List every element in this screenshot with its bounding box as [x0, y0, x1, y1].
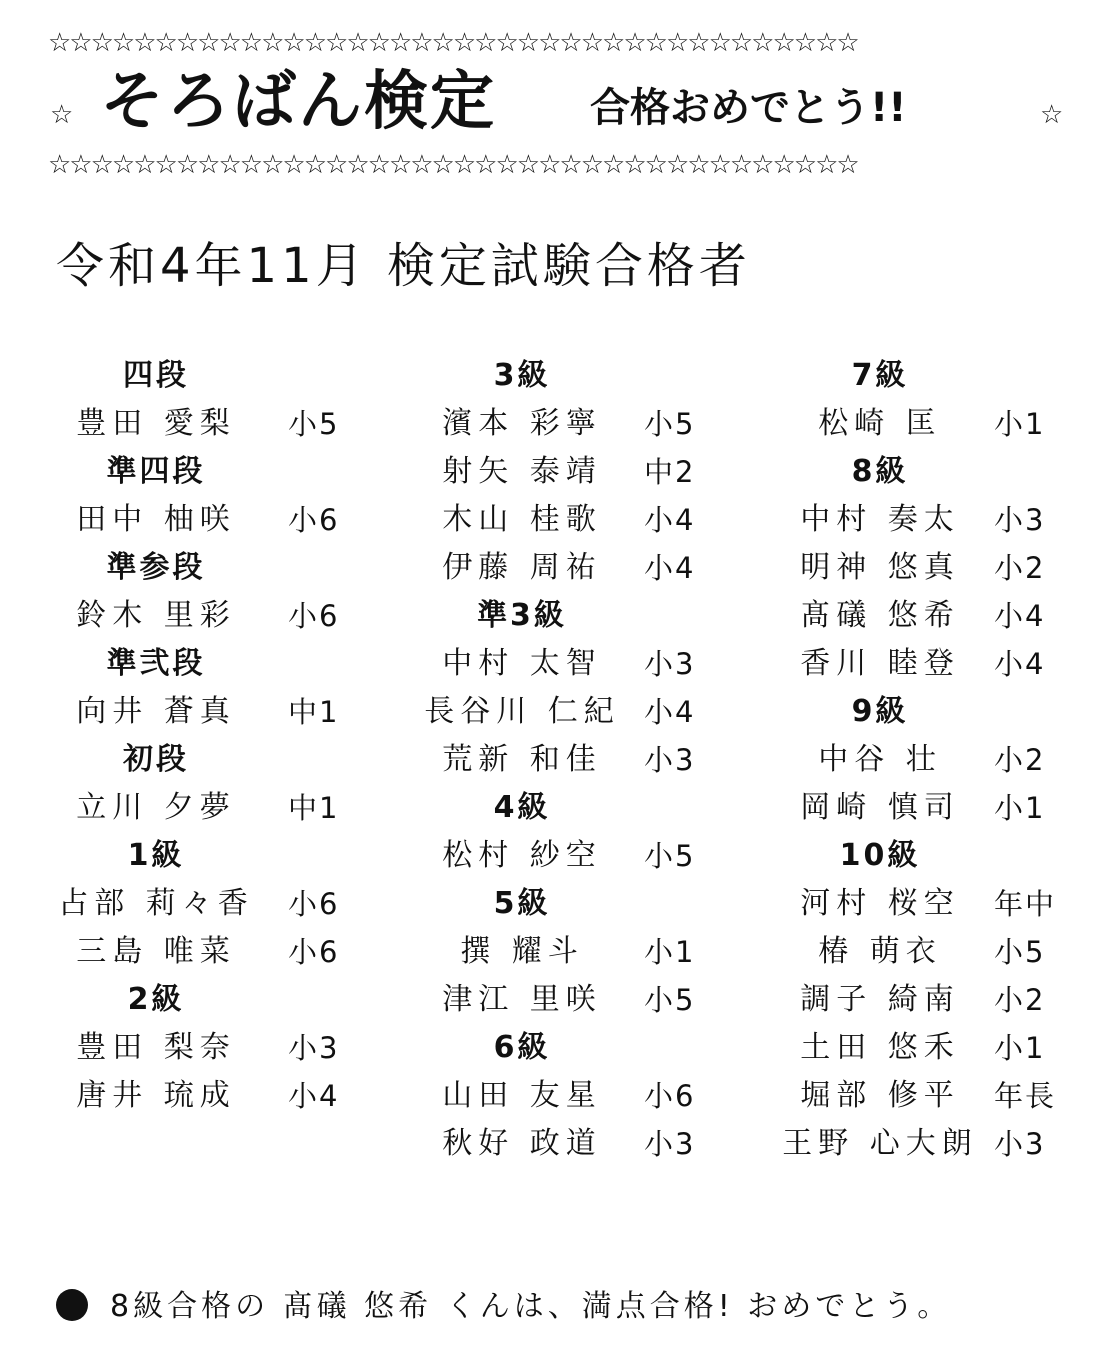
- student-name: 中村 奏太: [800, 502, 960, 537]
- student-name: 田中 柚咲: [76, 502, 236, 537]
- school-year: 小1: [994, 791, 1046, 825]
- student-name: 中谷 壮: [818, 742, 942, 777]
- grade-row: [418, 592, 718, 640]
- school-year: 小3: [644, 743, 696, 777]
- list-item: [60, 928, 360, 976]
- list-item: [776, 400, 1076, 448]
- school-year: 小4: [994, 647, 1046, 681]
- student-name: 三島 唯菜: [76, 934, 236, 969]
- list-item: [60, 880, 360, 928]
- list-item: [418, 976, 718, 1024]
- student-name: 鈴木 里彩: [76, 598, 236, 633]
- student-name: 椿 萌衣: [818, 934, 942, 969]
- grade-row: [60, 832, 360, 880]
- student-name: 長谷川 仁紀: [424, 694, 620, 729]
- student-name: 豊田 愛梨: [76, 406, 236, 441]
- school-year: 年中: [994, 887, 1057, 921]
- grade-label: 8級: [851, 454, 909, 489]
- left-star-icon: ☆: [50, 100, 74, 130]
- student-name: 明神 悠真: [800, 550, 960, 585]
- list-item: [418, 400, 718, 448]
- student-name: 土田 悠禾: [800, 1030, 960, 1065]
- column-right: [776, 352, 1076, 1168]
- grade-label: 初段: [123, 742, 189, 777]
- list-item: [776, 880, 1076, 928]
- list-item: [60, 1072, 360, 1120]
- section-heading: 令和4年11月 検定試験合格者: [56, 238, 751, 294]
- grade-label: 10級: [839, 838, 921, 873]
- list-item: [776, 736, 1076, 784]
- student-name: 伊藤 周祐: [442, 550, 602, 585]
- grade-label: 準参段: [106, 550, 206, 585]
- grade-label: 四段: [123, 358, 189, 393]
- grade-row: [776, 352, 1076, 400]
- list-item: [776, 640, 1076, 688]
- school-year: 小2: [994, 743, 1046, 777]
- grade-row: [776, 448, 1076, 496]
- school-year: 小3: [644, 1127, 696, 1161]
- student-name: 髙礒 悠希: [800, 598, 960, 633]
- school-year: 小1: [994, 1031, 1046, 1065]
- list-item: [60, 592, 360, 640]
- school-year: 年長: [994, 1079, 1057, 1113]
- grade-row: [60, 640, 360, 688]
- school-year: 小6: [288, 599, 340, 633]
- grade-row: [776, 832, 1076, 880]
- page-title: そろばん検定: [100, 65, 496, 139]
- student-name: 撰 耀斗: [460, 934, 584, 969]
- list-item: [776, 544, 1076, 592]
- grade-label: 6級: [493, 1030, 551, 1065]
- grade-row: [418, 1024, 718, 1072]
- student-name: 向井 蒼真: [76, 694, 236, 729]
- list-item: [418, 640, 718, 688]
- bottom-star-border: ☆☆☆☆☆☆☆☆☆☆☆☆☆☆☆☆☆☆☆☆☆☆☆☆☆☆☆☆☆☆☆☆☆☆☆☆☆☆: [48, 150, 858, 180]
- top-star-border: ☆☆☆☆☆☆☆☆☆☆☆☆☆☆☆☆☆☆☆☆☆☆☆☆☆☆☆☆☆☆☆☆☆☆☆☆☆☆: [48, 28, 858, 58]
- school-year: 小1: [994, 407, 1046, 441]
- grade-label: 3級: [493, 358, 551, 393]
- school-year: 小5: [288, 407, 340, 441]
- column-left: [60, 352, 360, 1120]
- school-year: 中1: [288, 791, 340, 825]
- school-year: 小4: [644, 695, 696, 729]
- grade-label: 9級: [851, 694, 909, 729]
- list-item: [776, 1120, 1076, 1168]
- grade-label: 1級: [127, 838, 185, 873]
- grade-row: [418, 784, 718, 832]
- student-name: 王野 心大朗: [782, 1126, 978, 1161]
- right-star-icon: ☆: [1040, 100, 1064, 130]
- student-name: 山田 友星: [442, 1078, 602, 1113]
- student-name: 豊田 梨奈: [76, 1030, 236, 1065]
- school-year: 小2: [994, 983, 1046, 1017]
- grade-label: 準弐段: [106, 646, 206, 681]
- column-middle: [418, 352, 718, 1168]
- list-item: [60, 400, 360, 448]
- student-name: 堀部 修平: [800, 1078, 960, 1113]
- student-name: 香川 睦登: [800, 646, 960, 681]
- list-item: [60, 496, 360, 544]
- list-item: [776, 592, 1076, 640]
- school-year: 小3: [644, 647, 696, 681]
- school-year: 小4: [994, 599, 1046, 633]
- student-name: 木山 桂歌: [442, 502, 602, 537]
- grade-label: 4級: [493, 790, 551, 825]
- list-item: [418, 688, 718, 736]
- list-item: [776, 1024, 1076, 1072]
- school-year: 小4: [644, 503, 696, 537]
- school-year: 小4: [644, 551, 696, 585]
- grade-row: [60, 448, 360, 496]
- school-year: 中1: [288, 695, 340, 729]
- grade-row: [418, 880, 718, 928]
- school-year: 小6: [288, 503, 340, 537]
- school-year: 中2: [644, 455, 696, 489]
- school-year: 小3: [994, 503, 1046, 537]
- list-item: [776, 976, 1076, 1024]
- list-item: [60, 688, 360, 736]
- grade-row: [60, 976, 360, 1024]
- school-year: 小5: [644, 407, 696, 441]
- school-year: 小5: [994, 935, 1046, 969]
- list-item: [418, 1072, 718, 1120]
- school-year: 小1: [644, 935, 696, 969]
- list-item: [418, 736, 718, 784]
- student-name: 河村 桜空: [800, 886, 960, 921]
- student-name: 唐井 琉成: [76, 1078, 236, 1113]
- student-name: 岡崎 慎司: [800, 790, 960, 825]
- grade-row: [60, 352, 360, 400]
- school-year: 小6: [644, 1079, 696, 1113]
- footer-note: [56, 1284, 951, 1330]
- school-year: 小3: [994, 1127, 1046, 1161]
- list-item: [418, 496, 718, 544]
- grade-row: [418, 352, 718, 400]
- school-year: 小6: [288, 935, 340, 969]
- list-item: [418, 448, 718, 496]
- list-item: [776, 928, 1076, 976]
- grade-row: [776, 688, 1076, 736]
- list-item: [418, 832, 718, 880]
- student-name: 松崎 匡: [818, 406, 942, 441]
- grade-label: 準3級: [477, 598, 567, 633]
- student-name: 立川 夕夢: [76, 790, 236, 825]
- student-name: 津江 里咲: [442, 982, 602, 1017]
- footer-text: 8級合格の 髙礒 悠希 くんは、満点合格! おめでとう。: [110, 1289, 952, 1324]
- list-item: [776, 496, 1076, 544]
- grade-row: [60, 544, 360, 592]
- student-name: 中村 太智: [442, 646, 602, 681]
- list-item: [418, 928, 718, 976]
- student-name: 荒新 和佳: [442, 742, 602, 777]
- list-item: [60, 1024, 360, 1072]
- student-name: 濱本 彩寧: [442, 406, 602, 441]
- list-item: [60, 784, 360, 832]
- student-name: 松村 紗空: [442, 838, 602, 873]
- grade-label: 準四段: [106, 454, 206, 489]
- page-subtitle: 合格おめでとう!!: [590, 85, 907, 131]
- student-name: 秋好 政道: [442, 1126, 602, 1161]
- grade-label: 5級: [493, 886, 551, 921]
- bullet-icon: [56, 1289, 88, 1321]
- school-year: 小5: [644, 839, 696, 873]
- student-name: 調子 綺南: [800, 982, 960, 1017]
- grade-label: 2級: [127, 982, 185, 1017]
- list-item: [776, 1072, 1076, 1120]
- list-item: [418, 544, 718, 592]
- list-item: [418, 1120, 718, 1168]
- grade-row: [60, 736, 360, 784]
- list-item: [776, 784, 1076, 832]
- school-year: 小2: [994, 551, 1046, 585]
- school-year: 小3: [288, 1031, 340, 1065]
- student-name: 射矢 泰靖: [442, 454, 602, 489]
- school-year: 小6: [288, 887, 340, 921]
- student-name: 占部 莉々香: [58, 886, 254, 921]
- grade-label: 7級: [851, 358, 909, 393]
- school-year: 小4: [288, 1079, 340, 1113]
- school-year: 小5: [644, 983, 696, 1017]
